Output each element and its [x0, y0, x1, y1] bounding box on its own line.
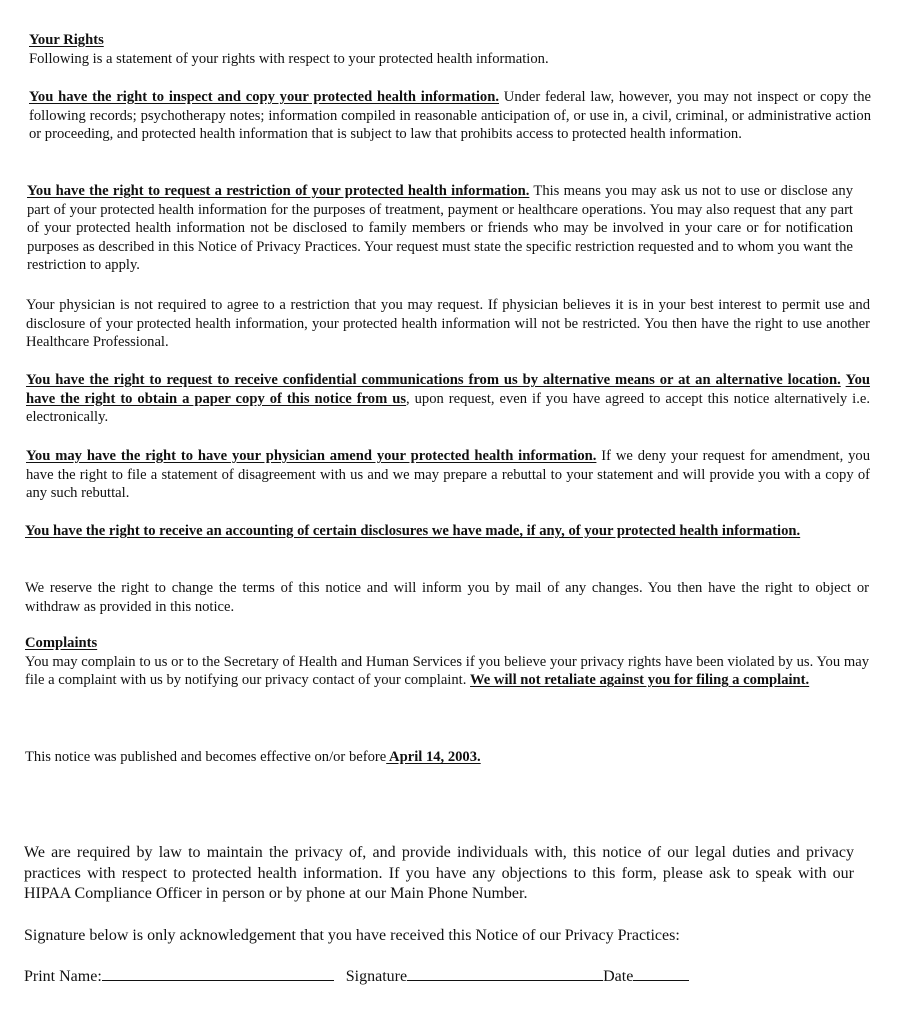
- amend-body: If we deny your request for amendment, you have the right to file a statement of disagreement with us and we may prepare a rebuttal to your statement and will provide you with a copy of any such rebuttal.: [26, 448, 870, 502]
- date-label: Date: [603, 968, 634, 985]
- restriction-paragraph: [27, 182, 853, 275]
- your-rights-heading: Your Rights: [29, 32, 104, 48]
- signature-label: Signature: [345, 968, 408, 985]
- restriction-body: This means you may ask us not to use or disclose any part of your protected health information for the purposes of treatment, payment or healthcare operations. You may also request that any part of your protected health information not be disclosed to family members or friends who may be involved in your care or for notification purposes as described in this Notice of Privacy Practices. Your request must state the specific restriction requested and to whom you want the restriction to apply.: [27, 183, 854, 274]
- complaints-section: [25, 634, 869, 690]
- signature-form-row: [24, 966, 884, 987]
- your-rights-intro: Following is a statement of your rights with respect to your protected health information.: [29, 50, 549, 67]
- complaints-body: You may complain to us or to the Secretary of Health and Human Services if you believe your privacy rights have been violated by us. You may file a complaint with us by notifying our privacy contact of your complaint.: [25, 653, 869, 689]
- paper-copy-heading: You have the right to obtain a paper copy of this notice from us: [26, 372, 870, 407]
- acknowledgement-statement: Signature below is only acknowledgement that you have received this Notice of our Privacy Practices:: [24, 927, 680, 944]
- inspect-copy-paragraph: [29, 88, 871, 144]
- confidential-communications-paragraph: [26, 371, 870, 427]
- complaints-heading: Complaints: [25, 635, 98, 651]
- print-name-label: Print Name:: [24, 968, 102, 985]
- inspect-copy-body: Under federal law, however, you may not inspect or copy the following records; psychotherapy notes; information compiled in reasonable anticipation of, or use in, a civil, criminal, or administrative action or proceeding, and protected health information that is subject to law that prohibits access to protected health information.: [29, 89, 871, 143]
- date-field[interactable]: [633, 966, 689, 981]
- amend-paragraph: [26, 447, 870, 503]
- paper-copy-body: , upon request, even if you have agreed to accept this notice alternatively i.e. electronically.: [26, 390, 870, 426]
- signature-field[interactable]: [407, 966, 603, 981]
- accounting-heading: You have the right to receive an accounting of certain disclosures we have made, if any, of your protected health information.: [25, 523, 801, 539]
- physician-restriction-paragraph: Your physician is not required to agree to a restriction that you may request. If physician believes it is in your best interest to permit use and disclosure of your protected health information, your protected health information will not be restricted. You then have the right to use another Healthcare Professional.: [26, 297, 870, 351]
- confidential-communications-heading: You have the right to request to receive confidential communications from us by alternative means or at an alternative location.: [26, 372, 841, 388]
- legal-duty-paragraph: We are required by law to maintain the privacy of, and provide individuals with, this notice of our legal duties and privacy practices with respect to protected health information. If you have any objections to this form, please ask to speak with our HIPAA Compliance Officer in person or by phone at our Main Phone Number.: [24, 844, 854, 902]
- effective-date-text: This notice was published and becomes effective on/or before: [25, 749, 387, 765]
- amend-heading: You may have the right to have your physician amend your protected health information.: [26, 448, 597, 464]
- inspect-copy-heading: You have the right to inspect and copy your protected health information.: [29, 89, 499, 105]
- reserve-right-paragraph: We reserve the right to change the terms of this notice and will inform you by mail of any changes. You then have the right to object or withdraw as provided in this notice.: [25, 580, 869, 615]
- no-retaliation-statement: We will not retaliate against you for filing a complaint.: [470, 672, 810, 689]
- effective-date-value: April 14, 2003.: [386, 749, 481, 765]
- your-rights-section: [29, 31, 874, 68]
- print-name-field[interactable]: [102, 966, 334, 981]
- restriction-heading: You have the right to request a restriction of your protected health information.: [27, 183, 530, 199]
- effective-date-paragraph: [25, 748, 869, 767]
- accounting-paragraph: [25, 522, 869, 541]
